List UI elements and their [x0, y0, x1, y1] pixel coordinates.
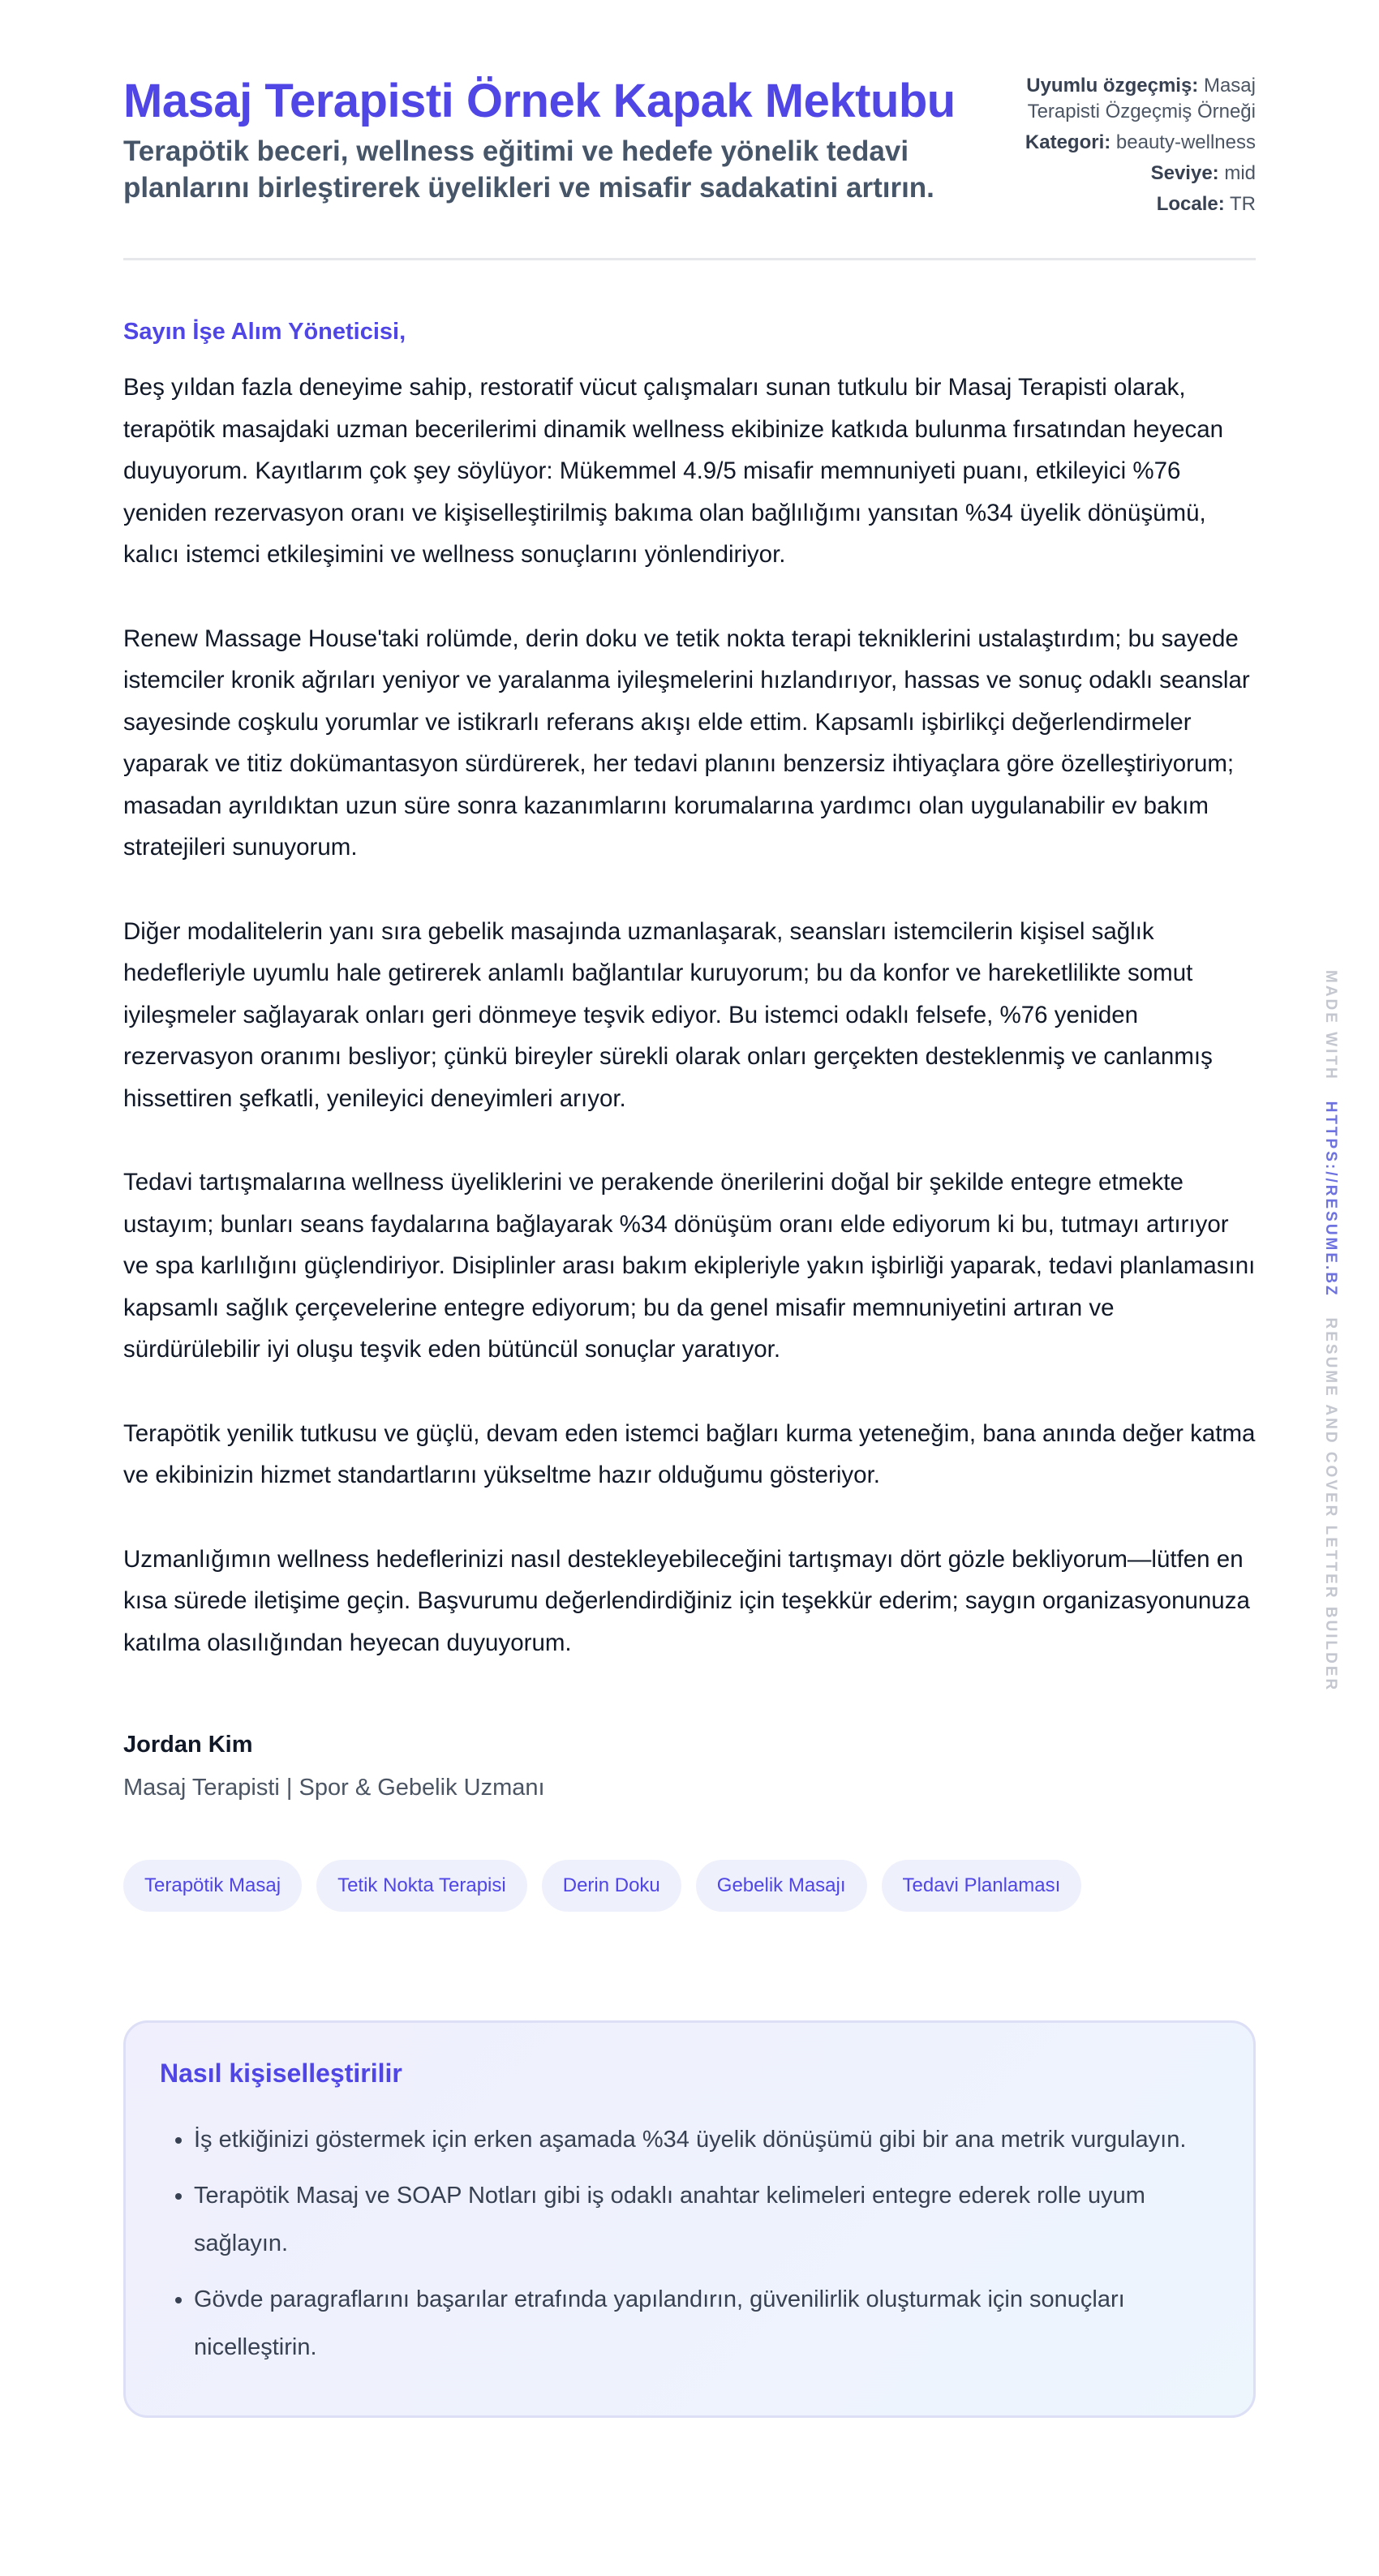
meta-locale — [1004, 191, 1256, 217]
paragraph: Renew Massage House'taki rolümde, derin doku ve tetik nokta terapi tekniklerini ustalaştırdım; bu sayede istemciler kronik ağrıları yeniyor ve yaralanma iyileşmelerini hızlandırıyor, hassas ve sonuç odaklı seanslar sayesinde coşkulu yorumlar ve istikrarlı referans akışı elde ettim. Kapsamlı işbirlikçi değerlendirmeler yaparak ve titiz dokümantasyon sürdürerek, her tedavi planını benzersiz ihtiyaçlara göre özelleştiriyorum; masadan ayrıldıktan uzun süre sonra kazanımlarını korumalarına yardımcı olan uygulanabilir ev bakım stratejileri sunuyorum. — [123, 625, 1250, 861]
page-title: Masaj Terapisti Örnek Kapak Mektubu — [123, 75, 956, 127]
meta-label: Locale: — [1156, 193, 1225, 215]
signature-name: Jordan Kim — [123, 1732, 253, 1758]
customization-tips — [123, 2020, 1256, 2418]
header-left — [123, 73, 991, 206]
meta-label: Kategori: — [1025, 131, 1111, 153]
meta-resume — [1004, 73, 1256, 125]
watermark-suffix: RESUME AND COVER LETTER BUILDER — [1322, 1317, 1339, 1693]
paragraph: Diğer modalitelerin yanı sıra gebelik masajında uzmanlaşarak, seansları istemcilerin kişisel sağlık hedefleriyle uyumlu hale getirerek anlamlı bağlantılar kuruyorum; bu da konfor ve hareketlilikte somut iyileşmeler sağlayarak onları geri dönmeye teşvik ediyor. Bu istemci odaklı felsefe, %76 yeniden rezervasyon oranımı besliyor; çünkü bireyler sürekli olarak onları gerçekten desteklenmiş ve canlanmış hissettiren şefkatli, yenileyici deneyimleri arıyor. — [123, 917, 1213, 1112]
meta-value: TR — [1230, 193, 1256, 215]
skill-tag: Gebelik Masajı — [696, 1860, 867, 1912]
tip-item: • Gövde paragraflarını başarılar etrafında yapılandırın, güvenilirlik oluşturmak için sonuçları nicelleştirin. — [194, 2276, 1219, 2372]
watermark-link[interactable]: HTTPS://RESUME.BZ — [1322, 1101, 1339, 1298]
tip-item: • İş etkiğinizi göstermek için erken aşamada %34 üyelik dönüşümü gibi bir ana metrik vurgulayın. — [194, 2116, 1219, 2164]
skill-tag: Tedavi Planlaması — [882, 1860, 1082, 1912]
tips-title: Nasıl kişiselleştirilir — [160, 2059, 402, 2088]
meta-label: Seviye: — [1150, 162, 1219, 184]
watermark-prefix: MADE WITH — [1322, 970, 1339, 1081]
tip-item: • Terapötik Masaj ve SOAP Notları gibi iş odaklı anahtar kelimeleri entegre ederek rolle uyum sağlayın. — [194, 2172, 1219, 2268]
letter-body — [123, 367, 1256, 1664]
paragraph: Uzmanlığımın wellness hedeflerinizi nasıl destekleyebileceğini tartışmayı dört gözle bekliyorum—lütfen en kısa sürede iletişime geçin. Başvurumu değerlendirdiğiniz için teşekkür ederim; saygın organizasyonunuza katılma olasılığından heyecan duyuyorum. — [123, 1545, 1250, 1656]
meta-value[interactable]: Masaj Terapisti Özgeçmiş Örneği — [1027, 75, 1256, 122]
greeting: Sayın İşe Alım Yöneticisi, — [123, 319, 406, 345]
cover-letter-page — [123, 73, 1256, 2418]
meta-level — [1004, 161, 1256, 187]
paragraph: Beş yıldan fazla deneyime sahip, restoratif vücut çalışmaları sunan tutkulu bir Masaj Terapisti olarak, terapötik masajdaki uzman becerilerimi dinamik wellness ekibinize katkıda bulunma fırsatından heyecan duyuyorum. Kayıtlarım çok şey söylüyor: Mükemmel 4.9/5 misafir memnuniyeti puanı, etkileyici %76 yeniden rezervasyon oranı ve kişiselleştirilmiş bakıma olan bağlılığımı yansıtan %34 üyelik dönüşümü, kalıcı istemci etkileşimini ve wellness sonuçlarını yönlendiriyor. — [123, 374, 1224, 568]
watermark — [1321, 970, 1339, 1692]
skill-tag: Terapötik Masaj — [123, 1860, 302, 1912]
page-subtitle: Terapötik beceri, wellness eğitimi ve hedefe yönelik tedavi planlarını birleştirerek üyelikleri ve misafir sadakatini artırın. — [123, 135, 934, 204]
meta-info — [1004, 73, 1256, 222]
skill-tag: Tetik Nokta Terapisi — [316, 1860, 527, 1912]
paragraph: Terapötik yenilik tutkusu ve güçlü, devam eden istemci bağları kurma yeteneğim, bana anında değer katma ve ekibinizin hizmet standartlarını yükseltme hazır olduğumu gösteriyor. — [123, 1419, 1256, 1488]
meta-value: beauty-wellness — [1115, 131, 1256, 153]
meta-label: Uyumlu özgeçmiş: — [1026, 75, 1199, 97]
skill-tag: Derin Doku — [542, 1860, 681, 1912]
meta-value: mid — [1224, 162, 1256, 184]
tips-list — [160, 2116, 1219, 2372]
signature-title: Masaj Terapisti | Spor & Gebelik Uzmanı — [123, 1775, 545, 1801]
paragraph: Tedavi tartışmalarına wellness üyeliklerini ve perakende önerilerini doğal bir şekilde entegre etmekte ustayım; bunları seans faydalarına bağlayarak %34 dönüşüm oranı elde ediyorum ki bu, tutmayı artırıyor ve spa karlılığını güçlendiriyor. Disiplinler arası bakım ekipleriyle yakın işbirliği yaparak, tedavi planlamasını kapsamlı sağlık çerçevelerine entegre ediyorum; bu da genel misafir memnuniyetini artıran ve sürdürülebilir iyi oluşu teşvik eden bütüncül sonuçlar yaratıyor. — [123, 1169, 1256, 1363]
page-header — [123, 73, 1256, 260]
skill-tags — [123, 1860, 1256, 1912]
meta-category — [1004, 130, 1256, 156]
